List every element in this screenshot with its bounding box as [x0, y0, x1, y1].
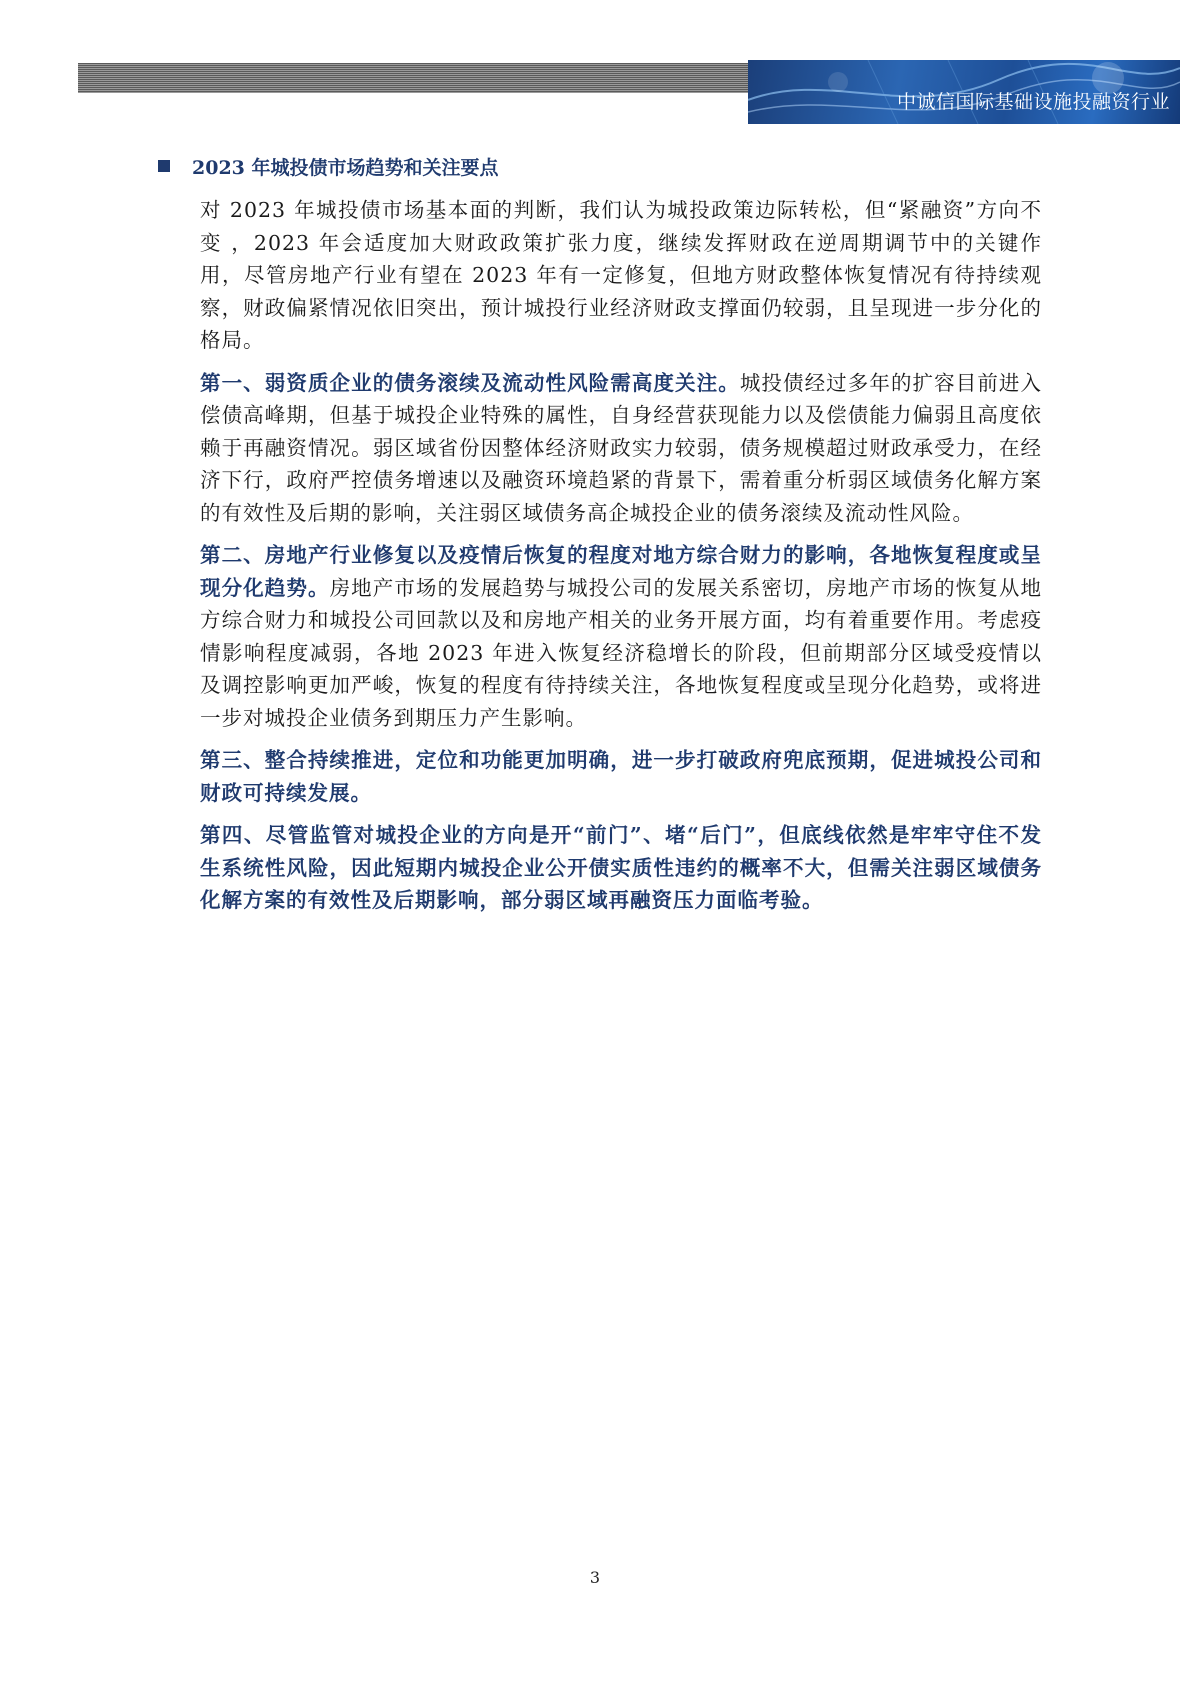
- point-one-lead: 第一、弱资质企业的债务滚续及流动性风险需高度关注。: [200, 370, 740, 395]
- paragraph-point-three: 第三、整合持续推进，定位和功能更加明确，进一步打破政府兜底预期，促进城投公司和财政可持续发展。: [200, 748, 1042, 805]
- section-heading-text: 2023 年城投债市场趋势和关注要点: [192, 156, 499, 179]
- section-heading: [158, 148, 499, 184]
- header-stripe-bar: [78, 63, 748, 93]
- paragraph-point-two: [200, 539, 1042, 734]
- square-bullet-icon: [158, 160, 170, 172]
- page-number: 3: [589, 1568, 601, 1587]
- paragraph-point-four: 第四、尽管监管对城投企业的方向是开“前门”、堵“后门”，但底线依然是牢牢守住不发生系统性风险，因此短期内城投企业公开债实质性违约的概率不大，但需关注弱区域债务化解方案的有效性及后期影响，部分弱区域再融资压力面临考验。: [200, 823, 1042, 912]
- article-body: [200, 194, 1042, 927]
- point-one-body: 城投债经过多年的扩容目前进入偿债高峰期，但基于城投企业特殊的属性，自身经营获现能力以及偿债能力偏弱且高度依赖于再融资情况。弱区域省份因整体经济财政实力较弱，债务规模超过财政承受力，在经济下行，政府严控债务增速以及融资环境趋紧的背景下，需着重分析弱区域债务化解方案的有效性及后期的影响，关注弱区域债务高企城投企业的债务滚续及流动性风险。: [200, 370, 1043, 525]
- header-banner-title: 中诚信国际基础设施投融资行业: [896, 91, 1170, 113]
- header-banner: [748, 60, 1180, 124]
- paragraph-point-one: [200, 367, 1042, 530]
- point-two-body: 房地产市场的发展趋势与城投公司的发展关系密切，房地产市场的恢复从地方综合财力和城投公司回款以及和房地产相关的业务开展方面，均有着重要作用。考虑疫情影响程度减弱，各地 2023 年进入恢复经济稳增长的阶段，但前期部分区域受疫情以及调控影响更加严峻，恢复的程度有待持续关注，各地恢复程度或呈现分化趋势，或将进一步对城投企业债务到期压力产生影响。: [200, 575, 1043, 730]
- paragraph-overview: 对 2023 年城投债市场基本面的判断，我们认为城投政策边际转松，但“紧融资”方向不变 ，2023 年会适度加大财政政策扩张力度，继续发挥财政在逆周期调节中的关键作用，尽管房地产行业有望在 2023 年有一定修复，但地方财政整体恢复情况有待持续观察，财政偏紧情况依旧突出，预计城投行业经济财政支撑面仍较弱，且呈现进一步分化的格局。: [200, 198, 1042, 352]
- point-two-lead: 第二、房地产行业修复以及疫情后恢复的程度对地方综合财力的影响，各地恢复程度或呈现分化趋势。: [200, 543, 1042, 600]
